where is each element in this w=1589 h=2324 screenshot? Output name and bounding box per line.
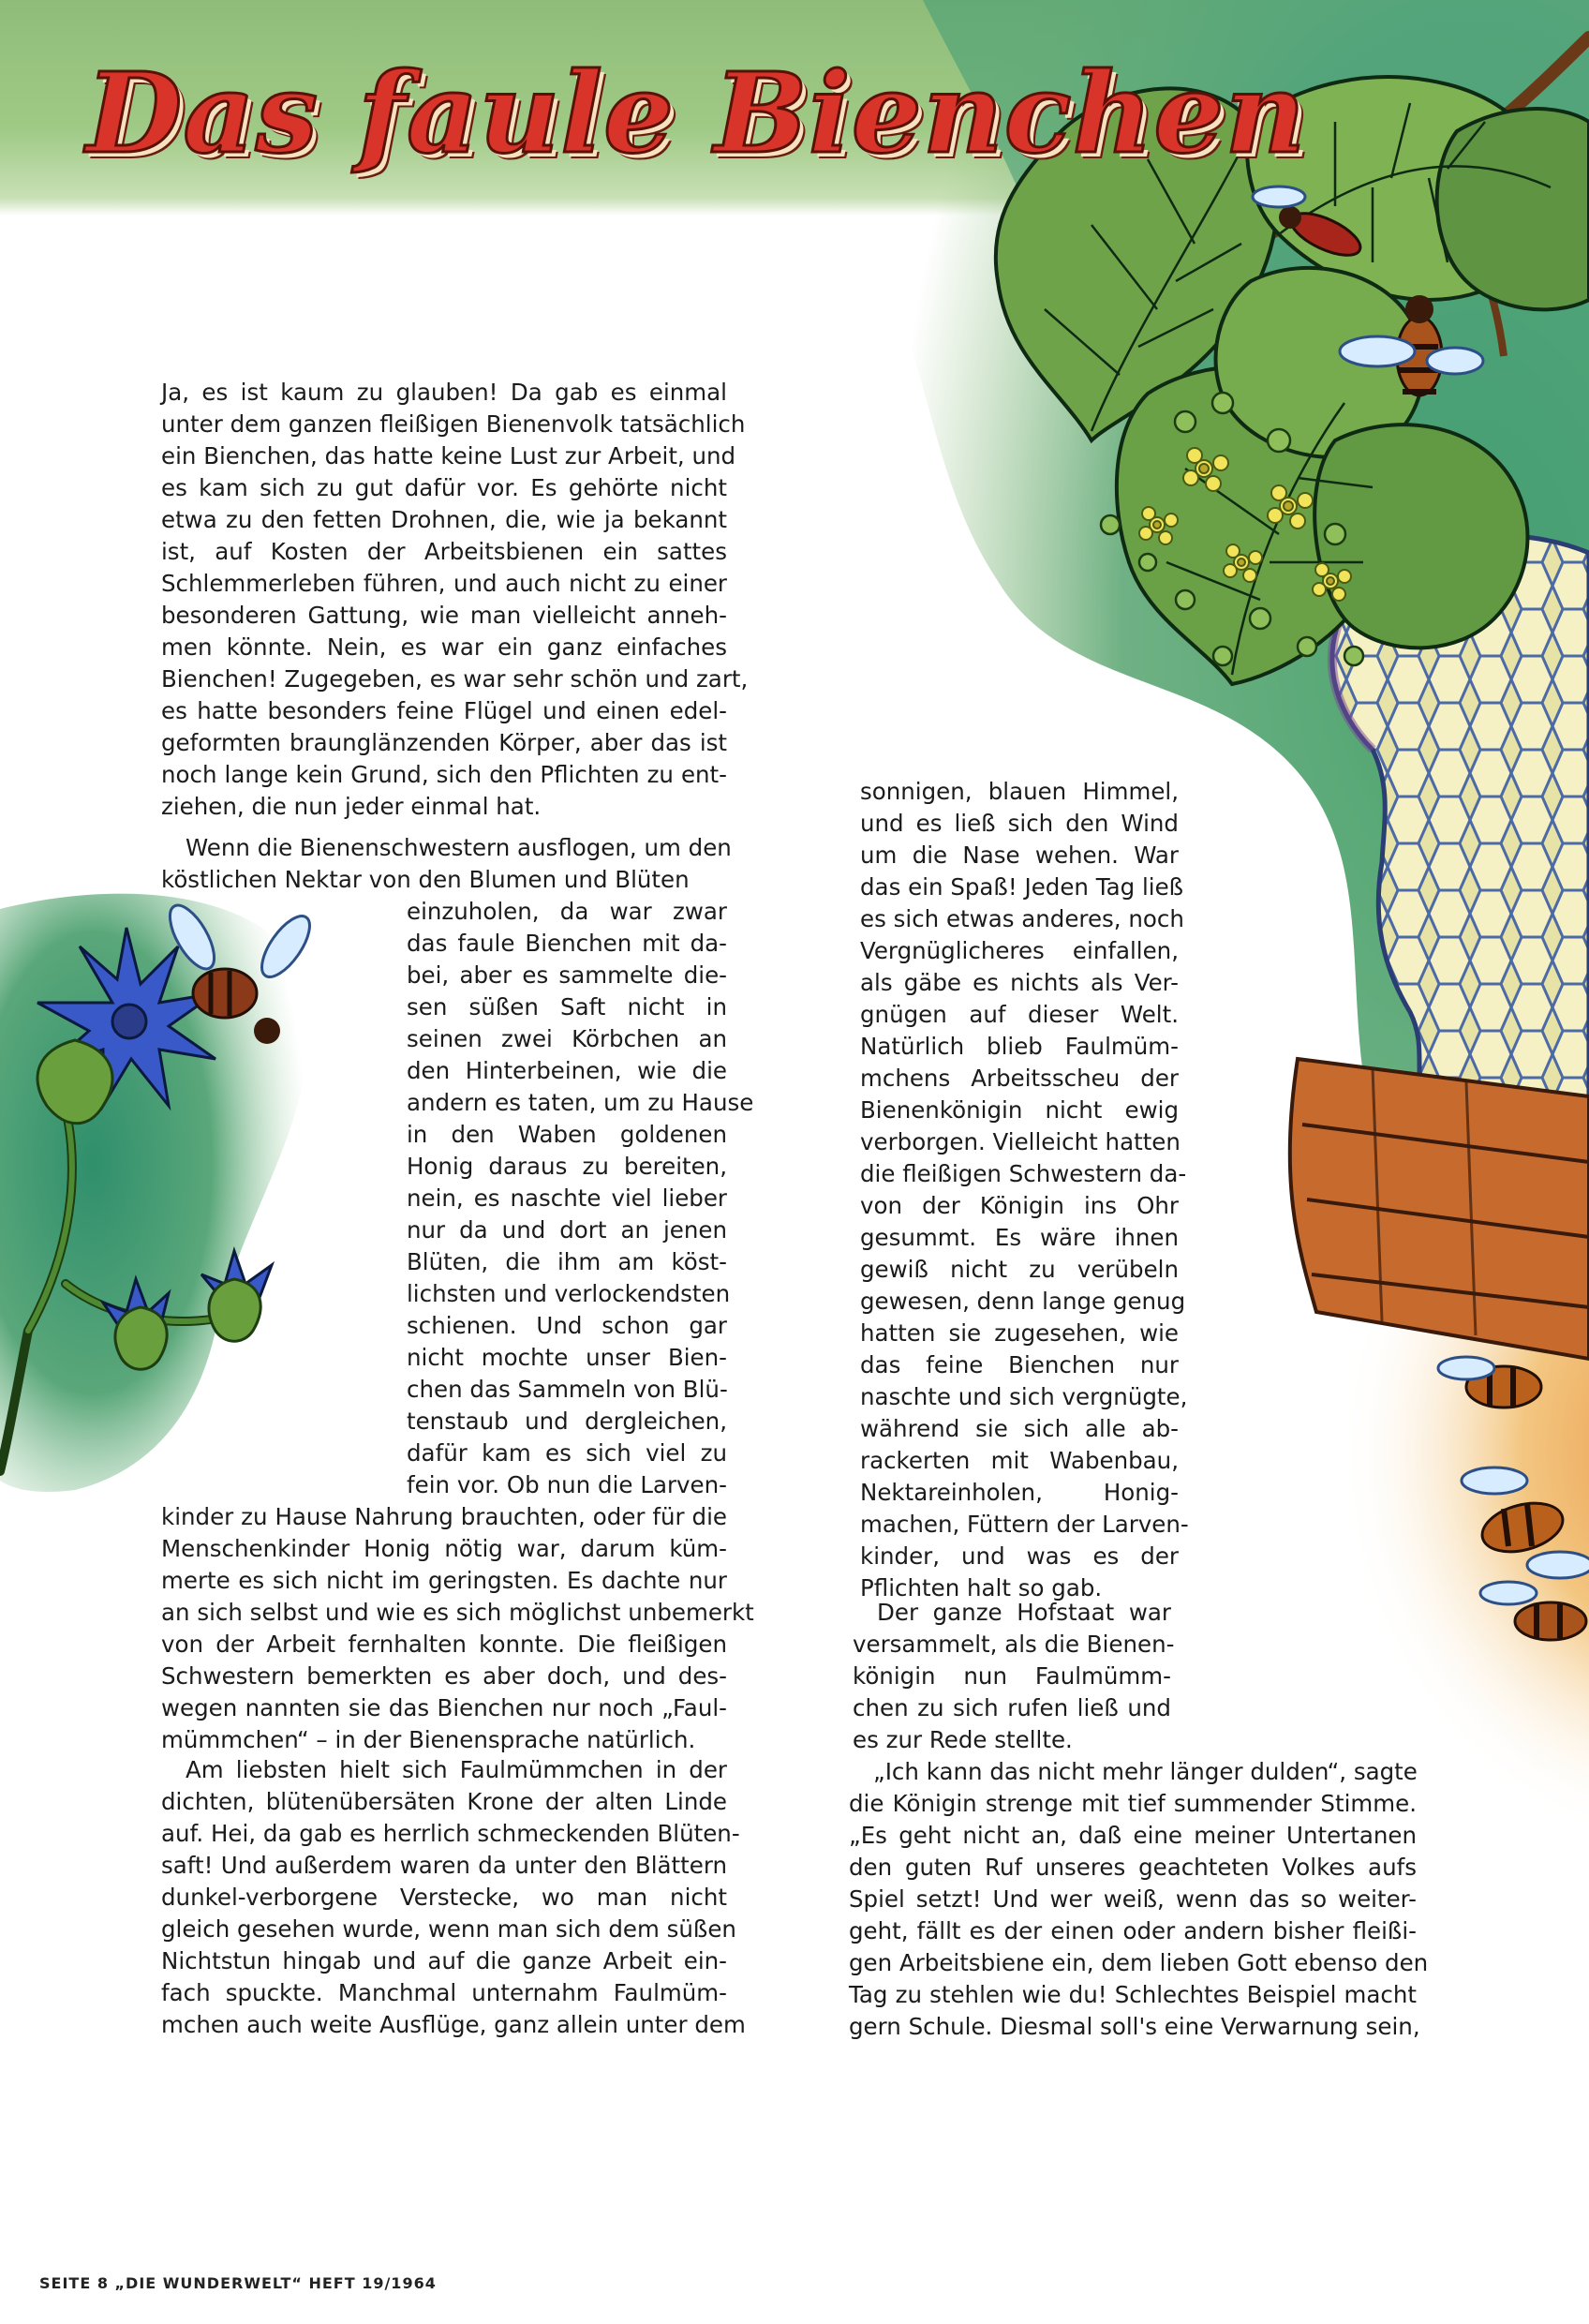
cornflower-illustration (0, 890, 356, 1499)
paragraph-wrapped (407, 896, 754, 1501)
paragraph (161, 377, 749, 823)
text-line: nur da und dort an jenen (407, 1216, 727, 1244)
text-line: Menschenkinder Honig nötig war, darum küm- (161, 1535, 727, 1562)
text-line: Nektareinholen, Honig- (860, 1479, 1179, 1506)
text-line: von der Königin ins Ohr (860, 1192, 1179, 1219)
text-line: auf. Hei, da gab es herrlich schmeckenden Blüten- (161, 1820, 740, 1847)
text-line: es hatte besonders feine Flügel und einen edel- (161, 697, 727, 724)
text-line: sen süßen Saft nicht in (407, 993, 727, 1020)
page-footer: SEITE 8 „DIE WUNDERWELT“ HEFT 19/1964 (39, 2274, 437, 2292)
paragraph (161, 832, 732, 896)
paragraph (161, 1501, 754, 1756)
text-line: schienen. Und schon gar (407, 1312, 727, 1339)
text-line: Honig daraus zu bereiten, (407, 1153, 727, 1180)
paragraph (849, 1756, 1429, 2043)
text-line: kinder, und was es der (860, 1542, 1179, 1570)
text-line: fach spuckte. Manchmal unternahm Faulmüm- (161, 1979, 727, 2006)
text-line: ziehen, die nun jeder einmal hat. (161, 793, 542, 820)
text-line: tenstaub und dergleichen, (407, 1408, 727, 1435)
text-line: köstlichen Nektar von den Blumen und Blüten (161, 866, 690, 893)
text-line: chen das Sammeln von Blü- (407, 1376, 728, 1403)
text-line: von der Arbeit fernhalten konnte. Die fleißigen (161, 1631, 727, 1658)
text-line: und es ließ sich den Wind (860, 810, 1179, 837)
text-line: nein, es naschte viel lieber (407, 1184, 727, 1212)
text-line: versammelt, als die Bienen- (853, 1631, 1175, 1658)
text-line: chen zu sich rufen ließ und (853, 1694, 1171, 1721)
text-line: die fleißigen Schwestern da- (860, 1160, 1187, 1187)
text-line: verborgen. Vielleicht hatten (860, 1128, 1181, 1155)
text-line: den Hinterbeinen, wie die (407, 1057, 727, 1084)
text-line: naschte und sich vergnügte, (860, 1383, 1188, 1410)
text-line: bei, aber es sammelte die- (407, 961, 727, 989)
text-line: den guten Ruf unseres geachteten Volkes aufs (849, 1854, 1417, 1881)
text-line: Schlemmerleben führen, und auch nicht zu einer (161, 570, 727, 597)
text-line: dafür kam es sich viel zu (407, 1439, 727, 1467)
text-line: dichten, blütenübersäten Krone der alten Linde (161, 1788, 727, 1815)
text-line: rackerten mit Wabenbau, (860, 1447, 1179, 1474)
text-line: Schwestern bemerkten es aber doch, und des- (161, 1662, 727, 1690)
text-line: hatten sie zugesehen, wie (860, 1319, 1179, 1347)
text-line: saft! Und außerdem waren da unter den Blättern (161, 1852, 727, 1879)
text-line: geformten braunglänzenden Körper, aber das ist (161, 729, 727, 756)
text-line: ein Bienchen, das hatte keine Lust zur Arbeit, und (161, 442, 736, 469)
text-line: fein vor. Ob nun die Larven- (407, 1471, 727, 1498)
text-line: Wenn die Bienenschwestern ausflogen, um den (186, 834, 732, 861)
text-line: das faule Bienchen mit da- (407, 930, 727, 957)
text-line: Bienchen! Zugegeben, es war sehr schön und zart, (161, 665, 749, 693)
text-line: gewesen, denn lange genug (860, 1288, 1186, 1315)
text-line: Natürlich blieb Faulmüm- (860, 1033, 1179, 1060)
text-line: noch lange kein Grund, sich den Pflichten zu ent- (161, 761, 727, 788)
text-line: um die Nase wehen. War (860, 842, 1179, 869)
text-line: besonderen Gattung, wie man vielleicht anneh- (161, 602, 727, 629)
text-line: etwa zu den fetten Drohnen, die, wie ja bekannt (161, 506, 727, 533)
text-line: Nichtstun hingab und auf die ganze Arbeit ein- (161, 1947, 727, 1974)
text-line: gern Schule. Diesmal soll's eine Verwarnung sein, (849, 2013, 1420, 2040)
text-line: die Königin strenge mit tief summender Stimme. (849, 1790, 1417, 1817)
text-line: geht, fällt es der einen oder andern bisher fleißi- (849, 1917, 1417, 1944)
text-line: mchens Arbeitsscheu der (860, 1065, 1179, 1092)
text-line: Spiel setzt! Und wer weiß, wenn das so weiter- (849, 1885, 1417, 1913)
text-line: wegen nannten sie das Bienchen nur noch „Faul- (161, 1694, 727, 1721)
text-line: „Ich kann das nicht mehr länger dulden“, sagte (873, 1758, 1418, 1785)
text-line: während sie sich alle ab- (860, 1415, 1179, 1442)
text-line: in den Waben goldenen (407, 1121, 727, 1148)
text-line: ist, auf Kosten der Arbeitsbienen ein sattes (161, 538, 727, 565)
text-line: das feine Bienchen nur (860, 1351, 1179, 1378)
text-line: Pflichten halt so gab. (860, 1574, 1103, 1601)
text-line: Der ganze Hofstaat war (877, 1599, 1171, 1626)
text-line: sonnigen, blauen Himmel, (860, 778, 1179, 805)
text-line: Vergnüglicheres einfallen, (860, 937, 1179, 964)
text-line: merte es sich nicht im geringsten. Es dachte nur (161, 1567, 727, 1594)
paragraph (161, 1754, 746, 2041)
text-line: nicht mochte unser Bien- (407, 1344, 727, 1371)
text-line: unter dem ganzen fleißigen Bienenvolk tatsächlich (161, 410, 746, 438)
article-title: Das faule Bienchen (86, 48, 1307, 178)
text-line: es kam sich zu gut dafür vor. Es gehörte nicht (161, 474, 727, 501)
text-line: andern es taten, um zu Hause (407, 1089, 754, 1116)
text-line: Bienenkönigin nicht ewig (860, 1096, 1179, 1124)
text-line: kinder zu Hause Nahrung brauchten, oder für die (161, 1503, 727, 1530)
text-line: machen, Füttern der Larven- (860, 1511, 1189, 1538)
text-line: mchen auch weite Ausflüge, ganz allein unter dem (161, 2011, 746, 2038)
text-line: mümmchen“ – in der Bienensprache natürlich. (161, 1726, 696, 1753)
text-line: Tag zu stehlen wie du! Schlechtes Beispiel macht (849, 1981, 1417, 2008)
text-line: als gäbe es nichts als Ver- (860, 969, 1179, 996)
text-line: gesummt. Es wäre ihnen (860, 1224, 1179, 1251)
text-line: lichsten und verlockendsten (407, 1280, 731, 1307)
text-line: Am liebsten hielt sich Faulmümmchen in der (186, 1756, 727, 1783)
text-line: gen Arbeitsbiene ein, dem lieben Gott ebenso den (849, 1949, 1429, 1976)
text-line: königin nun Faulmümm- (853, 1662, 1171, 1690)
text-line: men könnte. Nein, es war ein ganz einfaches (161, 633, 727, 661)
text-line: das ein Spaß! Jeden Tag ließ (860, 873, 1184, 901)
text-line: Blüten, die ihm am köst- (407, 1248, 727, 1275)
text-line: gnügen auf dieser Welt. (860, 1001, 1179, 1028)
text-line: seinen zwei Körbchen an (407, 1025, 727, 1052)
text-line: „Es geht nicht an, daß eine meiner Untertanen (849, 1822, 1417, 1849)
text-line: dunkel-verborgene Verstecke, wo man nicht (161, 1884, 727, 1911)
text-line: an sich selbst und wie es sich möglichst unbemerkt (161, 1599, 754, 1626)
paragraph-wrapped (860, 776, 1189, 1604)
text-line: einzuholen, da war zwar (407, 898, 727, 925)
text-line: gleich gesehen wurde, wenn man sich dem süßen (161, 1915, 736, 1943)
text-line: es sich etwas anderes, noch (860, 905, 1184, 932)
text-line: gewiß nicht zu verübeln (860, 1256, 1179, 1283)
paragraph-wrapped (853, 1597, 1175, 1756)
text-line: Ja, es ist kaum zu glauben! Da gab es einmal (161, 379, 727, 406)
text-line: es zur Rede stellte. (853, 1726, 1073, 1753)
